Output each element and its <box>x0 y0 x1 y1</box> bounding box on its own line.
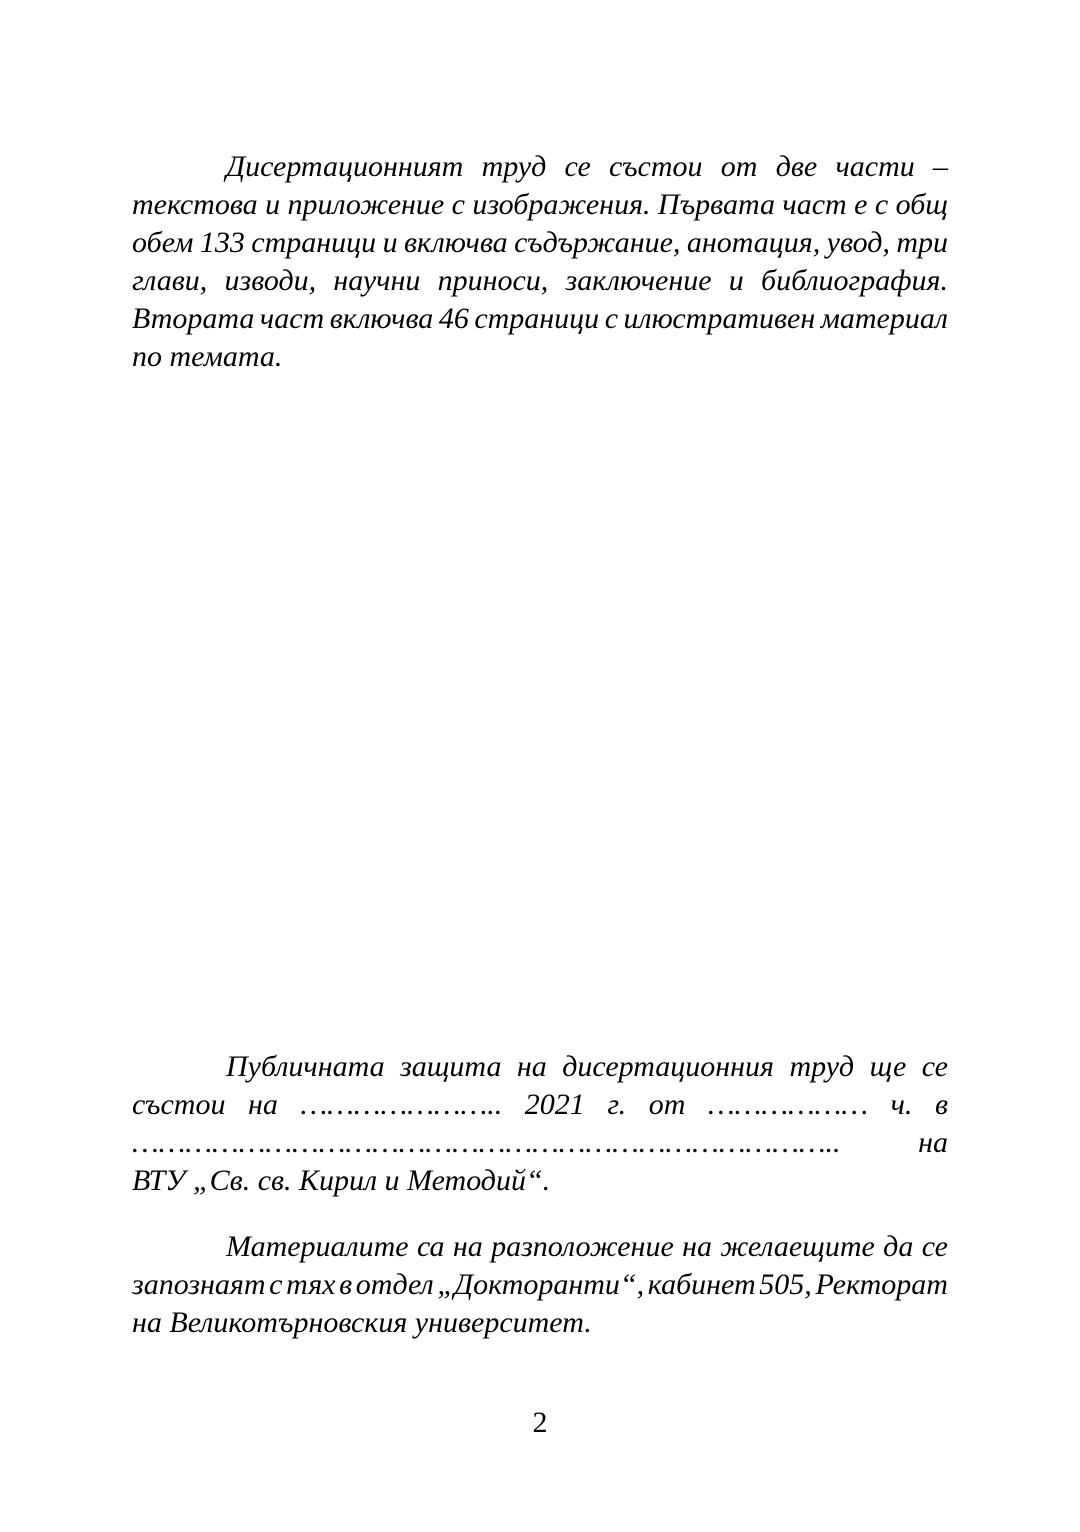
word: и <box>382 226 398 259</box>
word: с <box>604 302 619 335</box>
word: част <box>782 188 847 221</box>
word: на Великотърновския университет. <box>132 1306 592 1339</box>
word: – <box>933 150 948 183</box>
word: състои <box>609 150 703 183</box>
word: на <box>682 1230 712 1263</box>
text-line <box>132 1266 948 1304</box>
word: Публичната <box>226 1050 385 1083</box>
word: общ <box>895 188 948 221</box>
word: Първата <box>657 188 776 221</box>
word: текстова <box>132 188 258 221</box>
university-name: ВТУ „Св. св. Кирил и Методий“. <box>132 1164 551 1197</box>
word: дисертационния <box>562 1050 774 1083</box>
word: заключение <box>565 264 712 297</box>
word: включва <box>329 302 434 335</box>
word: три <box>896 226 948 259</box>
text-line <box>132 148 948 186</box>
word: труд <box>481 150 547 183</box>
word: състои <box>132 1088 226 1121</box>
word: две <box>775 150 818 183</box>
word: Ректорат <box>815 1268 948 1301</box>
text-line <box>132 338 948 376</box>
word: в <box>339 1268 353 1301</box>
word: „Докторанти“, <box>437 1268 645 1301</box>
word: 133 <box>199 226 245 259</box>
word: приноси, <box>437 264 549 297</box>
word: с <box>269 1268 283 1301</box>
paragraph-dissertation-structure <box>132 148 948 376</box>
word: с <box>451 188 465 221</box>
word: кабинет <box>647 1268 756 1301</box>
word: в <box>934 1088 948 1121</box>
word: и <box>265 188 281 221</box>
text-line <box>132 1304 948 1342</box>
word: с <box>874 188 889 221</box>
word: желаещите <box>720 1230 875 1263</box>
word: Материалите <box>226 1230 409 1263</box>
word: 2021 <box>524 1088 585 1121</box>
word: по темата. <box>132 340 283 373</box>
word: изводи, <box>224 264 317 297</box>
paragraph-materials <box>132 1228 948 1342</box>
word: страници <box>251 226 377 259</box>
word: се <box>564 150 591 183</box>
word: ч. <box>890 1088 913 1121</box>
word: са <box>416 1230 445 1263</box>
word: от <box>648 1088 686 1121</box>
word: обем <box>132 226 194 259</box>
word: научни <box>333 264 421 297</box>
word: на <box>452 1230 483 1263</box>
word: 505, <box>759 1268 812 1301</box>
word: разположение <box>491 1230 674 1263</box>
word: на <box>918 1126 948 1159</box>
word: съдържание, <box>514 226 681 259</box>
venue-placeholder: …………………………………………………………………….. <box>132 1126 841 1159</box>
word: анотация, <box>686 226 821 259</box>
word: глави, <box>132 264 208 297</box>
text-line <box>132 300 948 338</box>
word: се <box>921 1230 948 1263</box>
word: част <box>259 302 325 335</box>
paragraph-public-defense <box>132 1048 948 1200</box>
word: изображения. <box>472 188 651 221</box>
page-number: 2 <box>532 1406 548 1439</box>
word: отдел <box>355 1268 434 1301</box>
word: тях <box>286 1268 336 1301</box>
text-line <box>132 186 948 224</box>
word: запознаят <box>132 1268 266 1301</box>
word: труд <box>789 1050 855 1083</box>
text-line <box>132 224 948 262</box>
word: увод, <box>826 226 890 259</box>
word: г. <box>607 1088 627 1121</box>
text-line <box>132 1124 948 1162</box>
word: защита <box>400 1050 502 1083</box>
word: да <box>883 1230 914 1263</box>
word: на <box>516 1050 547 1083</box>
word: библиография. <box>761 264 948 297</box>
word: от <box>720 150 758 183</box>
word: се <box>921 1050 948 1083</box>
word: части <box>835 150 915 183</box>
text-line <box>132 1162 948 1200</box>
date-placeholder: ………………….. <box>300 1088 503 1121</box>
text-line <box>132 1228 948 1266</box>
time-placeholder: ……………… <box>707 1088 869 1121</box>
text-line <box>132 262 948 300</box>
word: ще <box>869 1050 907 1083</box>
word: включва <box>404 226 508 259</box>
word: е <box>854 188 868 221</box>
word: приложение <box>287 188 445 221</box>
word: и <box>728 264 744 297</box>
text-line <box>132 1048 948 1086</box>
word: материал <box>820 302 948 335</box>
word: 46 <box>438 302 469 335</box>
word: илюстративен <box>623 302 816 335</box>
word: на <box>248 1088 278 1121</box>
word: Дисертационният <box>226 150 464 183</box>
word: страници <box>474 302 600 335</box>
word: Втората <box>132 302 255 335</box>
text-line <box>132 1086 948 1124</box>
